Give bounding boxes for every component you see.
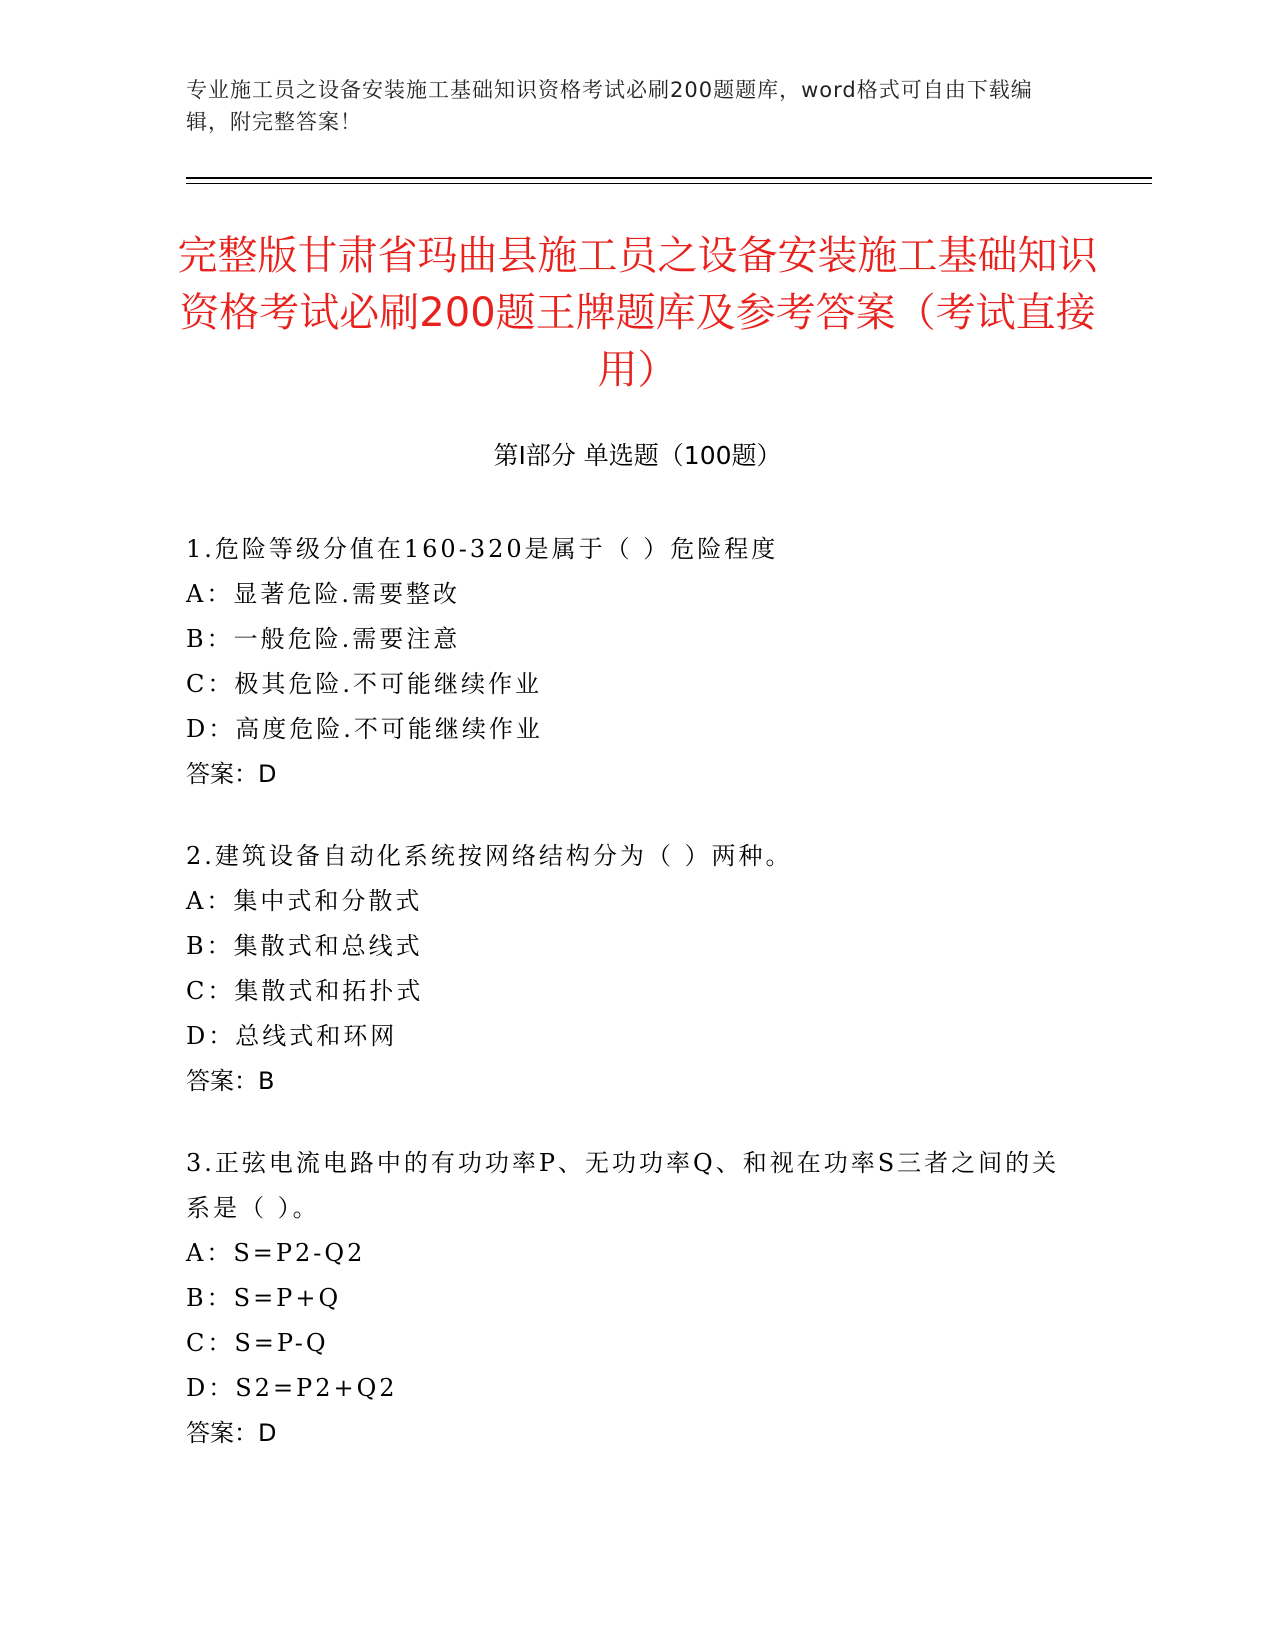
header-divider-thin [186, 183, 1152, 184]
answer-line: 答案：D [186, 760, 277, 788]
option-d: D：高度危险.不可能继续作业 [186, 715, 543, 743]
answer-line: 答案：B [186, 1067, 275, 1095]
question-item-1 [186, 527, 1086, 797]
option-b: B：集散式和总线式 [186, 932, 423, 960]
option-d: D：总线式和环网 [186, 1022, 398, 1050]
option-a: A：S=P2-Q2 [186, 1239, 366, 1267]
question-item-2 [186, 834, 1086, 1104]
question-stem: 3.正弦电流电路中的有功功率P、无功功率Q、和视在功率S三者之间的关系是（ ）。 [186, 1149, 1060, 1222]
option-c: C：S=P-Q [186, 1329, 329, 1357]
option-c: C：集散式和拓扑式 [186, 977, 424, 1005]
option-a: A：集中式和分散式 [186, 887, 423, 915]
question-list [186, 527, 1086, 1493]
header-note: 专业施工员之设备安装施工基础知识资格考试必刷200题题库，word格式可自由下载编辑，附完整答案！ [186, 78, 1033, 134]
option-b: B：一般危险.需要注意 [186, 625, 461, 653]
answer-line: 答案：D [186, 1419, 277, 1447]
option-d: D：S2=P2+Q2 [186, 1374, 398, 1402]
section-heading: 第Ⅰ部分 单选题（100题） [493, 441, 782, 470]
question-stem: 1.危险等级分值在160-320是属于（ ）危险程度 [186, 535, 779, 563]
header-divider-thick [186, 177, 1152, 179]
question-stem: 2.建筑设备自动化系统按网络结构分为（ ）两种。 [186, 842, 793, 870]
question-item-3 [186, 1141, 1086, 1456]
document-title: 完整版甘肃省玛曲县施工员之设备安装施工基础知识资格考试必刷200题王牌题库及参考答案（考试直接用） [177, 233, 1098, 393]
option-c: C：极其危险.不可能继续作业 [186, 670, 542, 698]
option-a: A：显著危险.需要整改 [186, 580, 460, 608]
option-b: B：S=P+Q [186, 1284, 342, 1312]
